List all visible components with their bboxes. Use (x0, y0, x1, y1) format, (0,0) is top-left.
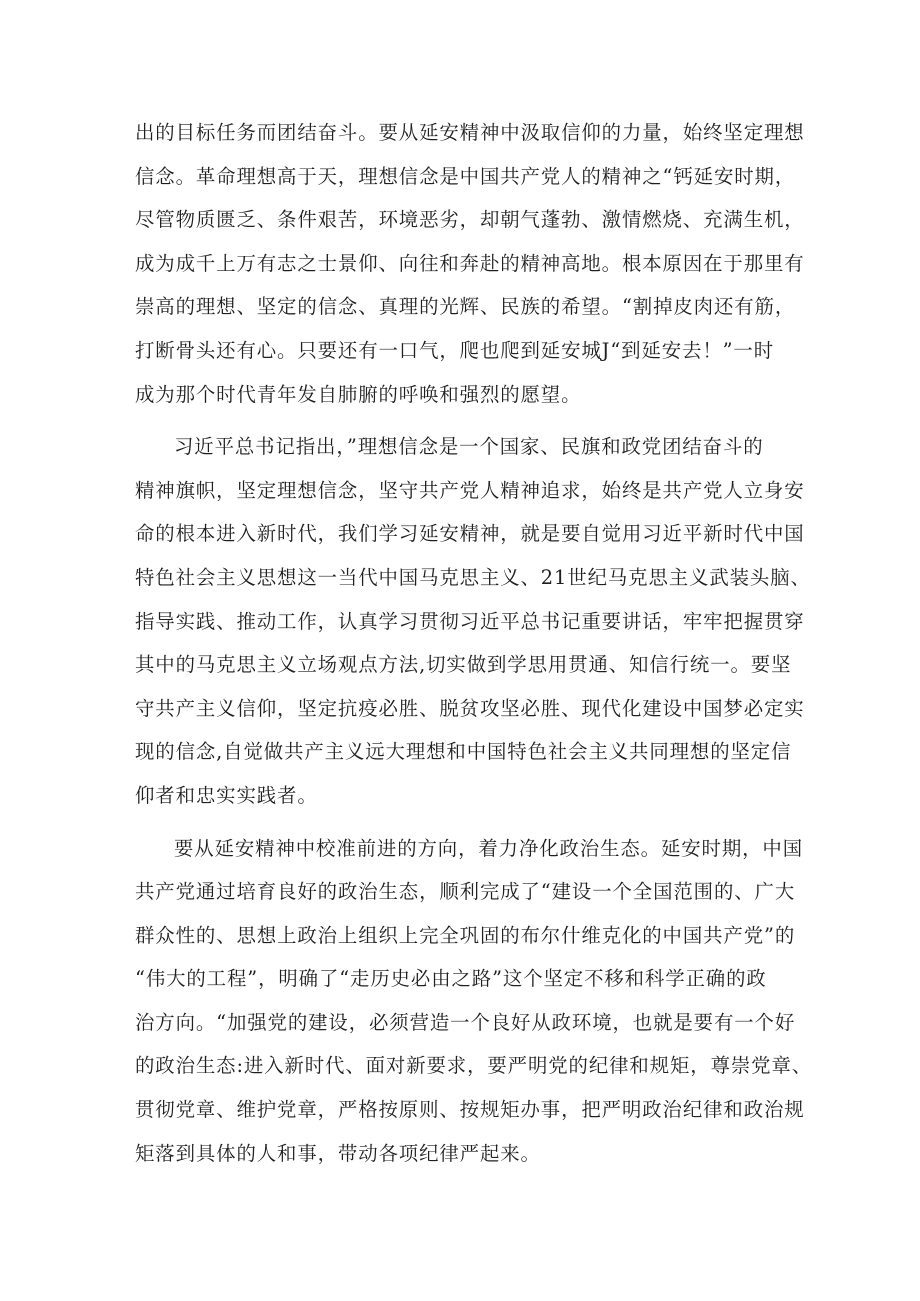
paragraph-1 (135, 111, 805, 416)
paragraph-line: 群众性的、思想上政治上组织上完全巩固的布尔什维克化的中国共产党”的 (135, 923, 796, 947)
paragraph-line: 成为成千上万有志之士景仰、向往和奔赴的精神高地。根本原因在于那里有 (135, 251, 805, 275)
paragraph-line: 命的根本进入新时代，我们学习延安精神，就是要自觉用习近平新时代中国 (135, 522, 805, 546)
paragraph-spacer (135, 818, 787, 827)
paragraph-line: 尽管物质匮乏、条件艰苦，环境恶劣，却朝气蓬勃、激情燃烧、充满生机， (135, 208, 805, 232)
paragraph-line: 共产党通过培育良好的政治生态，顺利完成了“建设一个全国范围的、广大 (135, 880, 796, 904)
paragraph-line: 信念。革命理想高于天，理想信念是中国共产党人的精神之“钙延安时期， (135, 164, 796, 188)
paragraph-line: 打断骨头还有心。只要还有一口气，爬也爬到延安城J“到延安去！”一时 (135, 338, 775, 362)
paragraph-line: 贯彻党章、维护党章，严格按原则、按规矩办事，把严明政治纪律和政治规 (135, 1098, 805, 1122)
paragraph-2 (135, 425, 811, 817)
paragraph-line: 出的目标任务而团结奋斗。要从延安精神中汲取信仰的力量，始终坚定理想 (135, 121, 805, 144)
paragraph-line: 特色社会主义思想这一当代中国马克思主义、21世纪马克思主义武装头脑、 (135, 565, 811, 589)
paragraph-line: 的政治生态:进入新时代、面对新要求，要严明党的纪律和规矩，尊崇党章、 (135, 1054, 813, 1078)
paragraph-line: 矩落到具体的人和事，带动各项纪律严起来。 (135, 1141, 541, 1165)
paragraph-line: 其中的马克思主义立场观点方法,切实做到学思用贯通、知信行统一。要坚 (135, 653, 792, 677)
paragraph-line: 治方向。“加强党的建设，必须营造一个良好从政环境，也就是要有一个好 (135, 1010, 796, 1034)
paragraph-line: 指导实践、推动工作，认真学习贯彻习近平总书记重要讲话，牢牢把握贯穿 (135, 609, 805, 633)
paragraph-line: 仰者和忠实实践者。 (135, 783, 318, 807)
paragraph-line: 要从延安精神中校准前进的方向，着力净化政治生态。延安时期，中国 (174, 836, 804, 860)
paragraph-line: 习近平总书记指出，”理想信念是一个国家、民旗和政党团结奋斗的 (174, 435, 764, 459)
paragraph-line: 现的信念,自觉做共产主义远大理想和中国特色社会主义共同理想的坚定信 (135, 740, 792, 764)
paragraph-line: 精神旗帜，坚定理想信念，坚守共产党人精神追求，始终是共产党人立身安 (135, 478, 805, 502)
paragraph-line: 崇高的理想、坚定的信念、真理的光辉、民族的希望。“割掉皮肉还有筋， (135, 295, 796, 319)
paragraph-line: 守共产主义信仰，坚定抗疫必胜、脱贫攻坚必胜、现代化建设中国梦必定实 (135, 696, 805, 720)
document-body (135, 111, 813, 1175)
paragraph-spacer (135, 416, 787, 425)
paragraph-line: 成为那个时代青年发自肺腑的呼唤和强烈的愿望。 (135, 382, 582, 406)
paragraph-3 (135, 827, 813, 1176)
paragraph-line: “伟大的工程”，明确了“走历史必由之路”这个坚定不移和科学正确的政 (135, 967, 767, 991)
